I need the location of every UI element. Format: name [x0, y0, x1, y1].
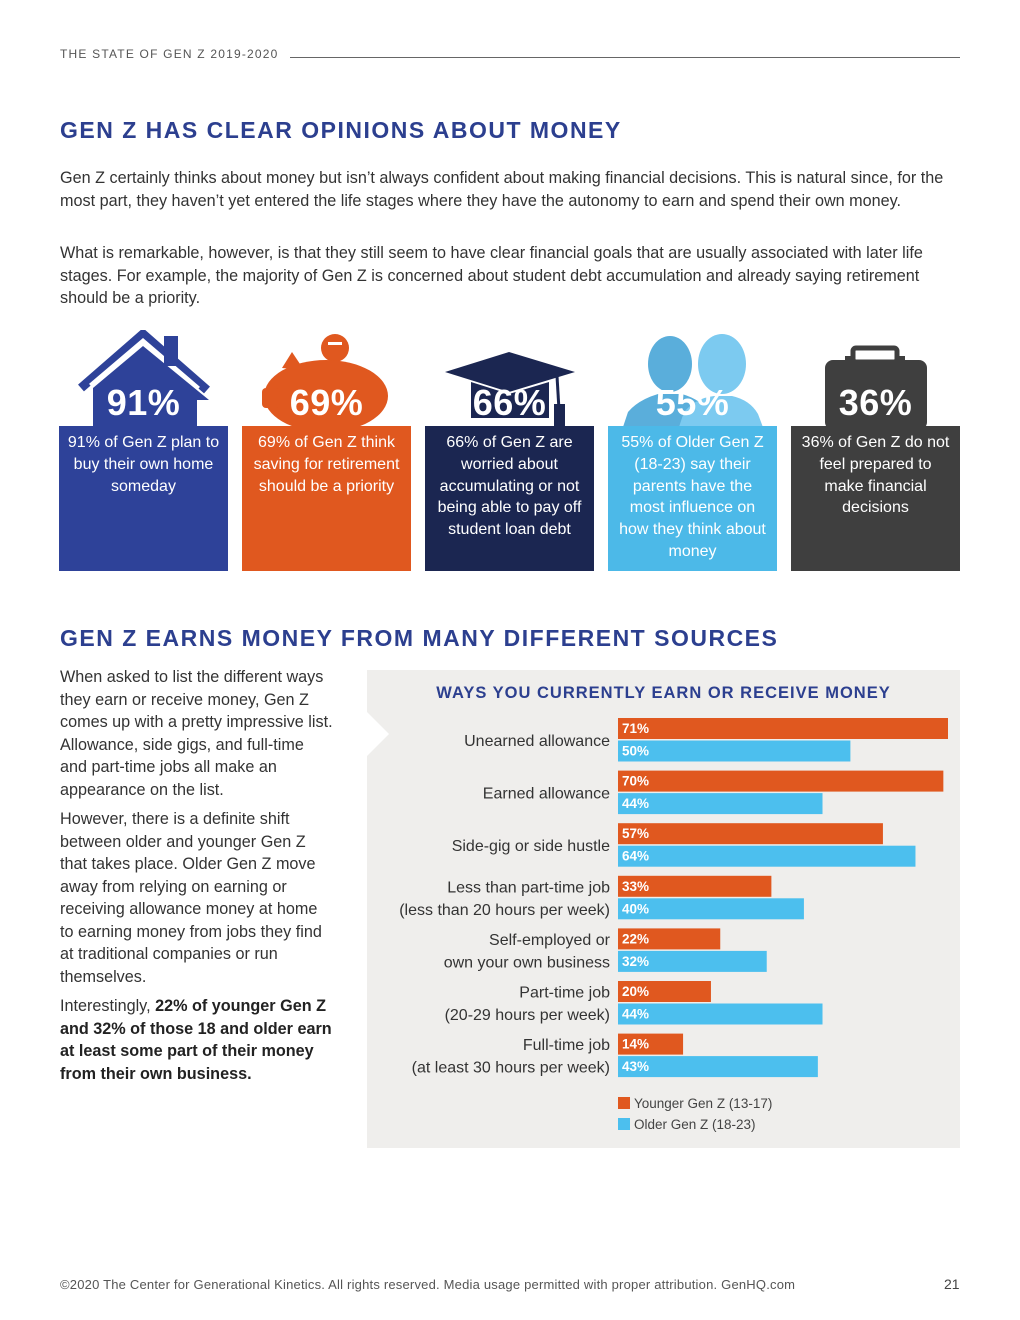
sources-paragraph-3: [60, 995, 335, 1085]
sources-paragraph-3-emphasis: 22% of younger Gen Z and 32% of those 18 and older earn at least some part of their money from their own business.: [60, 997, 332, 1083]
intro-paragraph-2: What is remarkable, however, is that they still seem to have clear financial goals that are usually associated with later life stages. For example, the majority of Gen Z is concerned about student debt accumulation and already saying retirement should be a priority.: [60, 244, 923, 307]
stat-value-retirement: 69%: [289, 382, 364, 423]
bar-value-label: 33%: [622, 878, 650, 894]
footer-copyright: ©2020 The Center for Generational Kinetics. All rights reserved. Media usage permitted with proper attribution. GenHQ.com: [60, 1277, 796, 1292]
stat-value-prepared: 36%: [838, 382, 913, 423]
legend-label: Younger Gen Z (13-17): [634, 1096, 773, 1111]
chart-title: WAYS YOU CURRENTLY EARN OR RECEIVE MONEY: [436, 684, 891, 702]
legend-swatch: [618, 1097, 630, 1109]
stat-text-home: 91% of Gen Z plan to buy their own home someday: [59, 426, 228, 571]
section-heading-sources: GEN Z EARNS MONEY FROM MANY DIFFERENT SOURCES: [60, 625, 779, 651]
category-label: Part-time job (20-29 hours per week): [444, 984, 610, 1024]
category-label: Full-time job (at least 30 hours per week): [411, 1037, 610, 1077]
sources-paragraph-3-lead: Interestingly,: [60, 997, 151, 1015]
bar-value-label: 50%: [622, 743, 650, 759]
bar-younger: [618, 771, 943, 792]
bar-value-label: 14%: [622, 1036, 650, 1052]
earnings-bar-chart: [367, 710, 960, 1140]
header-rule: [290, 57, 960, 58]
stat-text-retirement: 69% of Gen Z think saving for retirement should be a priority: [242, 426, 411, 571]
bar-value-label: 32%: [622, 953, 650, 969]
bar-value-label: 70%: [622, 773, 650, 789]
bar-value-label: 44%: [622, 796, 650, 812]
legend-label: Older Gen Z (18-23): [634, 1117, 756, 1132]
sources-paragraph-2: However, there is a definite shift between older and younger Gen Z that takes place. Older Gen Z move away from relying on earning or receiving allowance money at home to earning money from jobs they find at traditional companies or run themselves.: [60, 810, 322, 986]
running-header: THE STATE OF GEN Z 2019-2020: [60, 47, 279, 61]
bar-value-label: 71%: [622, 721, 650, 736]
category-label: Earned allowance: [482, 785, 610, 803]
stat-value-parents: 55%: [655, 382, 730, 423]
stat-tile-prepared: [791, 330, 960, 571]
bar-value-label: 44%: [622, 1006, 650, 1022]
stat-tile-home: [59, 330, 228, 571]
category-label: Unearned allowance: [464, 732, 610, 750]
category-label: Self-employed or own your own business: [443, 931, 610, 972]
bar-value-label: 43%: [622, 1059, 650, 1075]
stat-value-student-debt: 66%: [472, 382, 547, 423]
section-heading-opinions: GEN Z HAS CLEAR OPINIONS ABOUT MONEY: [60, 117, 622, 143]
stat-tile-student-debt: [425, 330, 594, 571]
bar-value-label: 20%: [622, 984, 650, 999]
category-label: Less than part-time job (less than 20 hours per week): [399, 879, 610, 919]
bar-value-label: 40%: [622, 901, 650, 917]
bar-older: [618, 846, 915, 867]
stat-text-parents: 55% of Older Gen Z (18-23) say their parents have the most influence on how they think about money: [608, 426, 777, 571]
sources-text-column: [60, 666, 335, 1092]
stat-text-prepared: 36% of Gen Z do not feel prepared to make financial decisions: [791, 426, 960, 571]
bar-younger: [618, 718, 948, 739]
bar-older: [618, 741, 850, 762]
sources-paragraph-1: When asked to list the different ways they earn or receive money, Gen Z comes up with a pretty impressive list. Allowance, side gigs, and full-time and part-time jobs all make an appearance on the list.: [60, 668, 333, 799]
bar-value-label: 57%: [622, 826, 650, 842]
stat-value-home: 91%: [106, 382, 181, 423]
category-label: Side-gig or side hustle: [451, 837, 610, 855]
intro-paragraph-1: Gen Z certainly thinks about money but isn’t always confident about making financial decisions. This is natural since, for the most part, they haven’t yet entered the life stages where they have the autonomy to earn and spend their own money.: [60, 169, 944, 210]
stat-tile-retirement: [242, 330, 411, 571]
legend-swatch: [618, 1118, 630, 1130]
bar-value-label: 64%: [622, 848, 650, 864]
stat-text-student-debt: 66% of Gen Z are worried about accumulating or not being able to pay off student loan debt: [425, 426, 594, 571]
page-number: 21: [944, 1276, 960, 1292]
stat-tile-parents: [608, 330, 777, 571]
bar-value-label: 22%: [622, 931, 650, 947]
bar-younger: [618, 823, 883, 844]
